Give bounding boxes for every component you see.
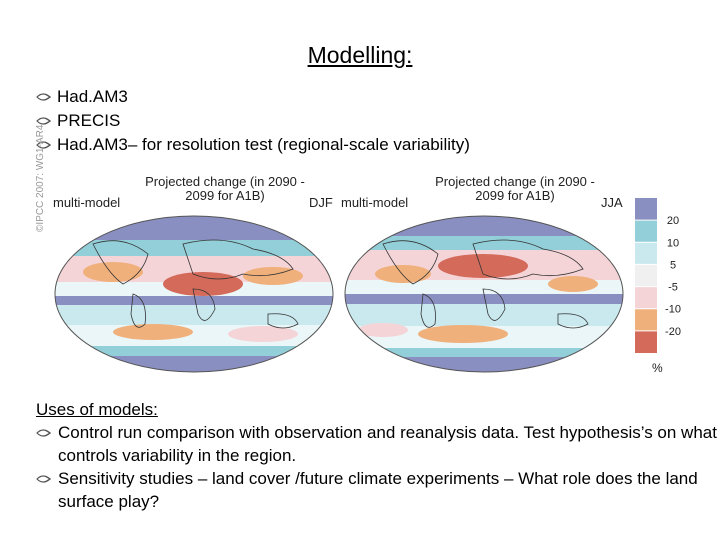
colorbar-swatch bbox=[635, 264, 657, 286]
uses-item-text: Control run comparison with observation and reanalysis data. Test hypothesis’s on what controls variability in the region. bbox=[58, 423, 717, 465]
colorbar-tick-label: -10 bbox=[665, 303, 681, 316]
djf-world-map bbox=[53, 214, 335, 374]
colorbar-swatch bbox=[635, 287, 657, 309]
uses-item bbox=[36, 421, 720, 467]
colorbar-swatch bbox=[635, 309, 657, 331]
jja-world-map bbox=[343, 214, 625, 374]
bullet-text: PRECIS bbox=[57, 111, 121, 130]
uses-item-text: Sensitivity studies – land cover /future climate experiments – What role does the land surface play? bbox=[58, 469, 698, 511]
right-model-label: multi-model bbox=[341, 195, 409, 210]
bullet-item bbox=[36, 109, 470, 133]
slide-title: Modelling: bbox=[307, 42, 413, 68]
right-season-label: JJA bbox=[601, 195, 623, 210]
bullet-item bbox=[36, 133, 470, 157]
ipcc-copyright: ©IPCC 2007: WG1-AR4 bbox=[35, 124, 46, 232]
colorbar-tick-label: -20 bbox=[665, 325, 681, 338]
colorbar-unit: % bbox=[652, 361, 663, 375]
uses-item bbox=[36, 467, 720, 513]
colorbar-swatch bbox=[635, 331, 657, 353]
colorbar-tick-label: 5 bbox=[669, 259, 677, 272]
colorbar-legend bbox=[635, 198, 691, 373]
left-season-label: DJF bbox=[309, 195, 333, 210]
colorbar-swatch bbox=[635, 242, 657, 264]
left-projection-label: Projected change (in 2090 - 2099 for A1B) bbox=[145, 174, 305, 203]
colorbar-swatch bbox=[635, 220, 657, 242]
bullet-arrow-icon bbox=[36, 428, 51, 438]
left-model-label: multi-model bbox=[53, 195, 121, 210]
colorbar-swatch bbox=[635, 198, 657, 220]
bullet-text: Had.AM3– for resolution test (regional-scale variability) bbox=[57, 135, 470, 154]
uses-of-models-section bbox=[36, 398, 720, 513]
uses-heading: Uses of models: bbox=[36, 400, 158, 419]
model-bullet-list bbox=[36, 85, 470, 157]
bullet-arrow-icon bbox=[36, 474, 51, 484]
right-projection-label: Projected change (in 2090 - 2099 for A1B) bbox=[435, 174, 595, 203]
bullet-item bbox=[36, 85, 470, 109]
colorbar-tick-label: 10 bbox=[666, 237, 680, 250]
colorbar-tick-label: 20 bbox=[666, 215, 680, 228]
colorbar-tick-label: -5 bbox=[668, 281, 678, 294]
bullet-text: Had.AM3 bbox=[57, 87, 128, 106]
